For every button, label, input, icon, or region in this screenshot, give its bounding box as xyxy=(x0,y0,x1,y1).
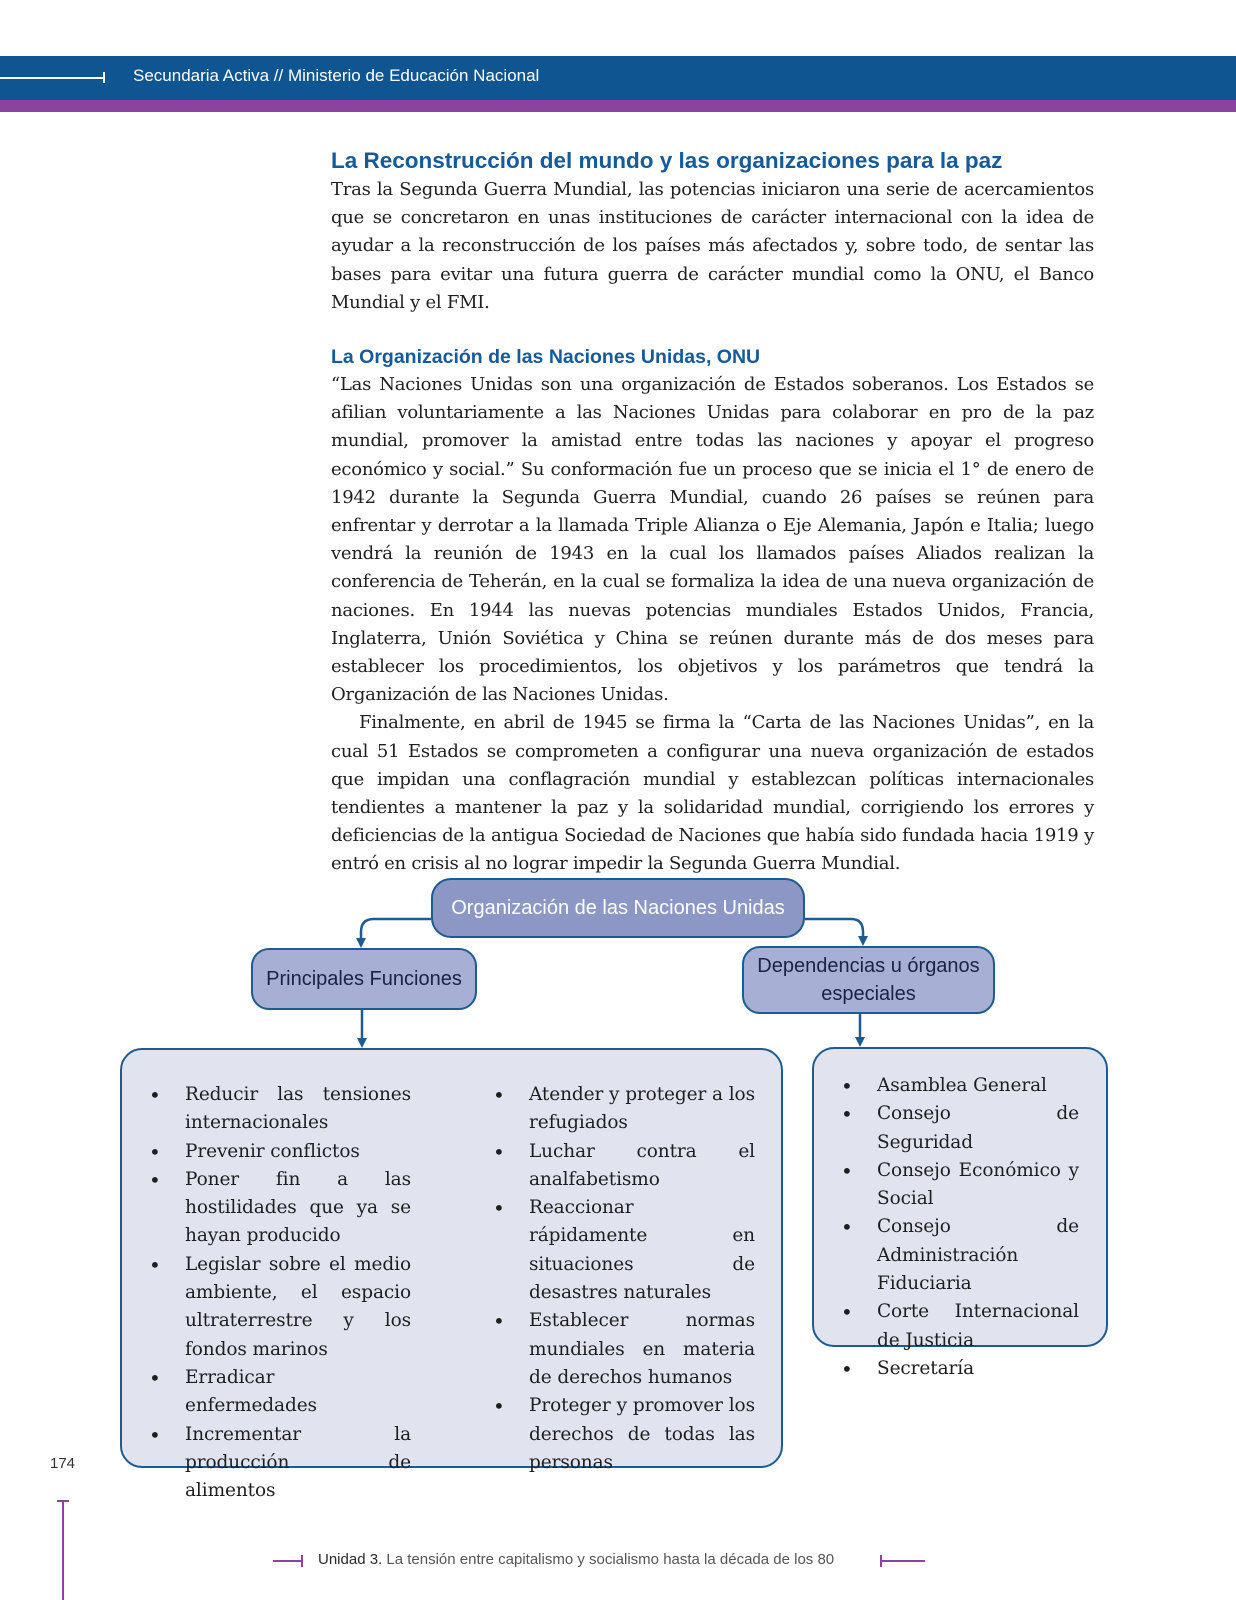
list-item: • Proteger y promover los derechos de todas las personas xyxy=(493,1392,755,1477)
list-item: • Atender y proteger a los refugiados xyxy=(493,1081,755,1138)
footer-decoration-left xyxy=(273,1560,303,1562)
list-item: • Corte Internacional de Justicia xyxy=(841,1298,1079,1355)
organs-list xyxy=(841,1072,1079,1383)
list-item: • Erradicar enfermedades xyxy=(149,1364,411,1421)
list-item: • Reaccionar rápidamente en situaciones de desastres naturales xyxy=(493,1194,755,1307)
list-item: • Prevenir conflictos xyxy=(149,1138,411,1166)
list-item: • Consejo de Seguridad xyxy=(841,1100,1079,1157)
footer-text: La tensión entre capitalismo y socialismo hasta la década de los 80 xyxy=(386,1551,835,1568)
onu-paragraph-2: Finalmente, en abril de 1945 se firma la “Carta de las Naciones Unidas”, en la cual 51 Estados se comprometen a configurar una nueva organización de estados que impidan una conflagración mundial y establezcan políticas internacionales tendientes a mantener la paz y la solidaridad mundial, corrigiendo los errores y deficiencias de la antigua Sociedad de Naciones que había sido fundada hacia 1919 y entró en crisis al no lograr impedir la Segunda Guerra Mundial. xyxy=(331,712,1094,875)
organs-node-label-line1: Dependencias u órganos xyxy=(757,955,980,977)
list-item: • Establecer normas mundiales en materia de derechos humanos xyxy=(493,1307,755,1392)
organs-node-label xyxy=(757,952,979,1008)
list-item: • Legislar sobre el medio ambiente, el espacio ultraterrestre y los fondos marinos xyxy=(149,1251,411,1364)
organs-node xyxy=(742,946,995,1014)
footer-decoration-right xyxy=(880,1560,925,1562)
list-item: • Secretaría xyxy=(841,1355,1079,1383)
list-item: • Asamblea General xyxy=(841,1072,1079,1100)
connector-root-to-organs xyxy=(805,919,863,941)
header-title: Secundaria Activa // Ministerio de Educación Nacional xyxy=(133,66,540,85)
intro-paragraph: Tras la Segunda Guerra Mundial, las potencias iniciaron una serie de acercamientos que se concretaron en unas instituciones de carácter internacional con la idea de ayudar a la reconstrucción de los países más afectados y, sobre todo, de sentar las bases para evitar una futura guerra de carácter mundial como la ONU, el Banco Mundial y el FMI. xyxy=(331,179,1094,313)
list-item: • Incrementar la producción de alimentos xyxy=(149,1421,411,1506)
diagram-root-node xyxy=(431,878,805,938)
onu-paragraph-1: “Las Naciones Unidas son una organización de Estados soberanos. Los Estados se afilian voluntariamente a las Naciones Unidas para colaborar en pro de la paz mundial, promover la amistad entre todas las naciones y apoyar el progreso económico y social.” Su conformación fue un proceso que se inicia el 1° de enero de 1942 durante la Segunda Guerra Mundial, cuando 26 países se reúnen para enfrentar y derrotar a la llamada Triple Alianza o Eje Alemania, Japón e Italia; luego vendrá la reunión de 1943 en la cual los llamados países Aliados realizan la conferencia de Teherán, en la cual se formaliza la idea de una nueva organización de naciones. En 1944 las nuevas potencias mundiales Estados Unidos, Francia, Inglaterra, Unión Soviética y China se reúnen durante más de dos meses para establecer los procedimientos, los objetivos y los parámetros que tendrá la Organización de las Naciones Unidas. xyxy=(331,374,1094,706)
section-title: La Reconstrucción del mundo y las organizaciones para la paz xyxy=(331,148,1003,173)
functions-node-label: Principales Funciones xyxy=(266,967,462,990)
page-number: 174 xyxy=(50,1455,76,1472)
list-item: • Luchar contra el analfabetismo xyxy=(493,1138,755,1195)
list-item: • Reducir las tensiones internacionales xyxy=(149,1081,411,1138)
diagram-root-label: Organización de las Naciones Unidas xyxy=(451,896,785,919)
functions-node xyxy=(251,948,477,1010)
functions-list-col1 xyxy=(149,1081,411,1505)
subsection-title: La Organización de las Naciones Unidas, ONU xyxy=(331,346,761,369)
connector-root-to-functions xyxy=(361,919,431,943)
organs-node-label-line2: especiales xyxy=(821,983,916,1005)
footer xyxy=(318,1551,834,1568)
footer-unit: Unidad 3. xyxy=(318,1551,383,1568)
list-item: • Poner fin a las hostilidades que ya se hayan producido xyxy=(149,1166,411,1251)
functions-list-col2 xyxy=(493,1081,755,1477)
list-item: • Consejo de Administración Fiduciaria xyxy=(841,1213,1079,1298)
margin-decoration-line xyxy=(62,1500,64,1600)
list-item: • Consejo Económico y Social xyxy=(841,1157,1079,1214)
